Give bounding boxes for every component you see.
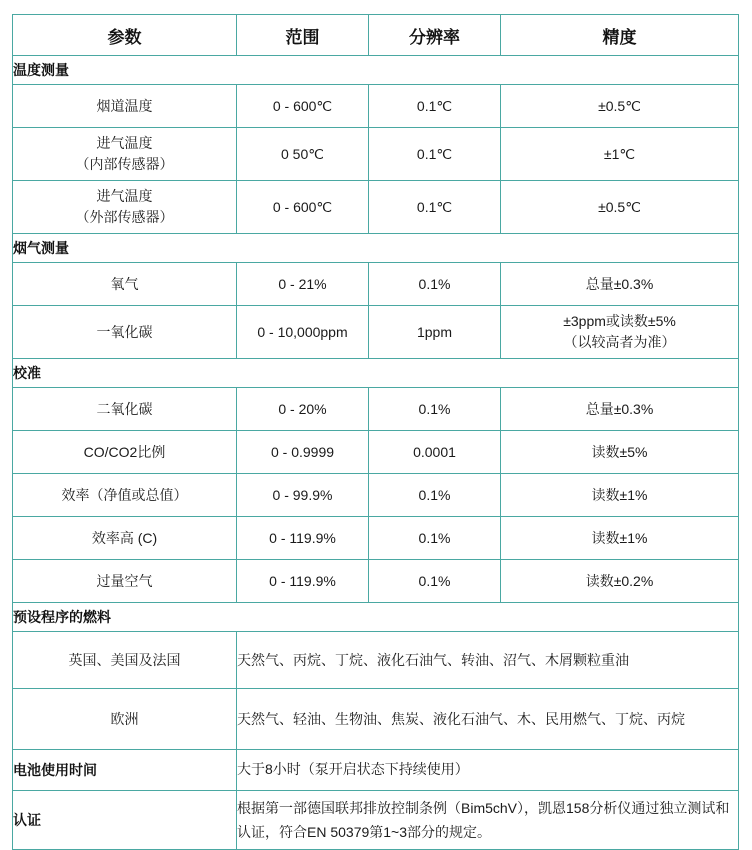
table-row xyxy=(13,128,739,181)
row-resolution: 0.1% xyxy=(369,517,501,560)
table-row xyxy=(13,388,739,431)
row-param xyxy=(13,181,237,234)
row-resolution: 0.0001 xyxy=(369,431,501,474)
row-param: CO/CO2比例 xyxy=(13,431,237,474)
row-param: 一氧化碳 xyxy=(13,306,237,359)
table-row xyxy=(13,181,739,234)
row-range: 0 - 600℃ xyxy=(237,181,369,234)
table-row xyxy=(13,750,739,791)
row-value: 天然气、轻油、生物油、焦炭、液化石油气、木、民用燃气、丁烷、丙烷 xyxy=(237,689,739,750)
table-row xyxy=(13,263,739,306)
row-range: 0 - 99.9% xyxy=(237,474,369,517)
row-param-line2: （外部传感器） xyxy=(75,209,174,225)
table-row xyxy=(13,517,739,560)
row-resolution: 0.1% xyxy=(369,388,501,431)
row-range: 0 - 119.9% xyxy=(237,560,369,603)
row-range: 0 - 20% xyxy=(237,388,369,431)
row-param: 氧气 xyxy=(13,263,237,306)
row-param-line1: 进气温度 xyxy=(96,188,153,204)
row-resolution: 0.1℃ xyxy=(369,85,501,128)
table-head xyxy=(13,15,739,56)
row-param-line2: （内部传感器） xyxy=(75,156,174,172)
header-row xyxy=(13,15,739,56)
row-accuracy: 总量±0.3% xyxy=(501,263,739,306)
section-header-row xyxy=(13,603,739,632)
column-header-resolution: 分辨率 xyxy=(369,15,501,56)
section-title-preset-fuels: 预设程序的燃料 xyxy=(13,603,739,632)
section-header-row xyxy=(13,234,739,263)
row-value: 大于8小时（泵开启状态下持续使用） xyxy=(237,750,739,791)
row-resolution: 1ppm xyxy=(369,306,501,359)
row-range: 0 - 21% xyxy=(237,263,369,306)
row-resolution: 0.1% xyxy=(369,263,501,306)
table-row xyxy=(13,632,739,689)
table-row xyxy=(13,689,739,750)
row-param: 英国、美国及法国 xyxy=(13,632,237,689)
row-param: 过量空气 xyxy=(13,560,237,603)
specifications-table xyxy=(12,14,739,850)
table-row xyxy=(13,560,739,603)
table-row xyxy=(13,474,739,517)
row-value: 天然气、丙烷、丁烷、液化石油气、转油、沼气、木屑颗粒重油 xyxy=(237,632,739,689)
column-header-range: 范围 xyxy=(237,15,369,56)
row-accuracy: 读数±5% xyxy=(501,431,739,474)
table-row xyxy=(13,85,739,128)
column-header-accuracy: 精度 xyxy=(501,15,739,56)
section-header-row xyxy=(13,359,739,388)
row-resolution: 0.1% xyxy=(369,474,501,517)
row-accuracy-line1: ±3ppm或读数±5% xyxy=(563,313,676,329)
row-accuracy: ±0.5℃ xyxy=(501,181,739,234)
row-param: 二氧化碳 xyxy=(13,388,237,431)
row-range: 0 - 10,000ppm xyxy=(237,306,369,359)
row-param-line1: 进气温度 xyxy=(96,135,153,151)
table-body xyxy=(13,56,739,850)
section-header-row xyxy=(13,56,739,85)
row-resolution: 0.1% xyxy=(369,560,501,603)
row-accuracy: ±0.5℃ xyxy=(501,85,739,128)
row-accuracy: ±1℃ xyxy=(501,128,739,181)
table-row xyxy=(13,306,739,359)
row-resolution: 0.1℃ xyxy=(369,181,501,234)
row-param: 效率（净值或总值） xyxy=(13,474,237,517)
row-param xyxy=(13,128,237,181)
section-title-flue-gas: 烟气测量 xyxy=(13,234,739,263)
row-range: 0 - 600℃ xyxy=(237,85,369,128)
row-resolution: 0.1℃ xyxy=(369,128,501,181)
table-row xyxy=(13,431,739,474)
row-range: 0 - 119.9% xyxy=(237,517,369,560)
row-label-certification: 认证 xyxy=(13,791,237,850)
row-accuracy xyxy=(501,306,739,359)
row-param: 欧洲 xyxy=(13,689,237,750)
row-accuracy: 读数±1% xyxy=(501,474,739,517)
table-row xyxy=(13,791,739,850)
row-param: 效率高 (C) xyxy=(13,517,237,560)
row-accuracy-line2: （以较高者为准） xyxy=(563,334,676,350)
section-title-calibration: 校准 xyxy=(13,359,739,388)
row-accuracy: 读数±1% xyxy=(501,517,739,560)
row-accuracy: 总量±0.3% xyxy=(501,388,739,431)
section-title-temperature: 温度测量 xyxy=(13,56,739,85)
row-param: 烟道温度 xyxy=(13,85,237,128)
row-label-battery-life: 电池使用时间 xyxy=(13,750,237,791)
row-accuracy: 读数±0.2% xyxy=(501,560,739,603)
row-range: 0 - 0.9999 xyxy=(237,431,369,474)
row-range: 0 50℃ xyxy=(237,128,369,181)
column-header-param: 参数 xyxy=(13,15,237,56)
row-value: 根据第一部德国联邦排放控制条例（Bim5chV），凯恩158分析仪通过独立测试和认证，符合EN 50379第1~3部分的规定。 xyxy=(237,791,739,850)
